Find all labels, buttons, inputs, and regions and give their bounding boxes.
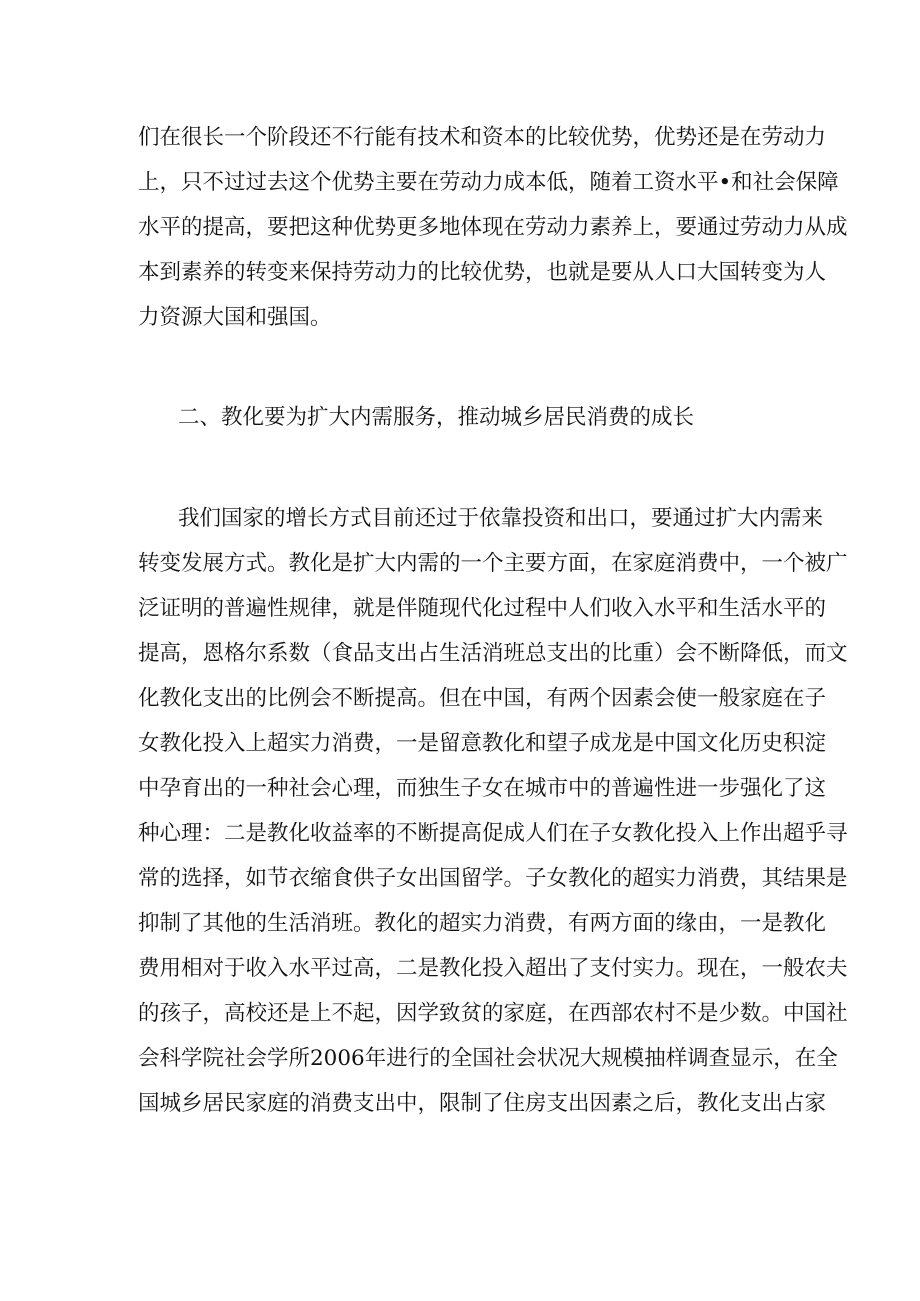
paragraph-2-line-6: 女教化投入上超实力消费，一是留意教化和望子成龙是中国文化历史积淀 [138,731,827,756]
section-heading: 二、教化要为扩大内需服务，推动城乡居民消费的成长 [178,405,695,430]
paragraph-2-line-2: 转变发展方式。教化是扩大内需的一个主要方面，在家庭消费中，一个被广 [138,551,848,576]
paragraph-2-line-7: 中孕育出的一种社会心理，而独生子女在城市中的普遍性进一步强化了这 [138,776,827,801]
paragraph-2-line-13: 会科学院社会学所2006年进行的全国社会状况大规模抽样调查显示，在全 [138,1046,838,1071]
paragraph-1-line-1: 们在很长一个阶段还不行能有技术和资本的比较优势，优势还是在劳动力 [138,125,827,150]
paragraph-2-line-10: 抑制了其他的生活消班。教化的超实力消费，有两方面的缘由，一是教化 [138,911,827,936]
paragraph-2-line-14: 国城乡居民家庭的消费支出中，限制了住房支出因素之后，教化支出占家 [138,1091,827,1116]
paragraph-1-line-3: 水平的提高，要把这种优势更多地体现在劳动力素养上，要通过劳动力从成 [138,215,848,240]
paragraph-1-line-2: 上，只不过过去这个优势主要在劳动力成本低，随着工资水平•和社会保障 [138,170,839,195]
paragraph-1-line-5: 力资源大国和强国。 [138,305,332,330]
paragraph-1-line-4: 本到素养的转变来保持劳动力的比较优势，也就是要从人口大国转变为人 [138,260,827,285]
paragraph-2-line-1: 我们国家的增长方式目前还过于依靠投资和出口，要通过扩大内需来 [178,506,824,531]
paragraph-2-line-8: 种心理：二是教化收益率的不断提高促成人们在子女教化投入上作出超乎寻 [138,821,848,846]
paragraph-2-line-11: 费用相对于收入水平过高，二是教化投入超出了支付实力。现在，一般农夫 [138,956,848,981]
paragraph-2-line-12: 的孩子，高校还是上不起，因学致贫的家庭，在西部农村不是少数。中国社 [138,1001,848,1026]
paragraph-2-line-5: 化教化支出的比例会不断提高。但在中国，有两个因素会使一般家庭在子 [138,686,827,711]
paragraph-2-line-9: 常的选择，如节衣缩食供子女出国留学。子女教化的超实力消费，其结果是 [138,866,848,891]
paragraph-2-line-4: 提高，恩格尔系数（食品支出占生活消班总支出的比重）会不断降低，而文 [138,641,848,666]
paragraph-2-line-3: 泛证明的普遍性规律，就是伴随现代化过程中人们收入水平和生活水平的 [138,596,827,621]
